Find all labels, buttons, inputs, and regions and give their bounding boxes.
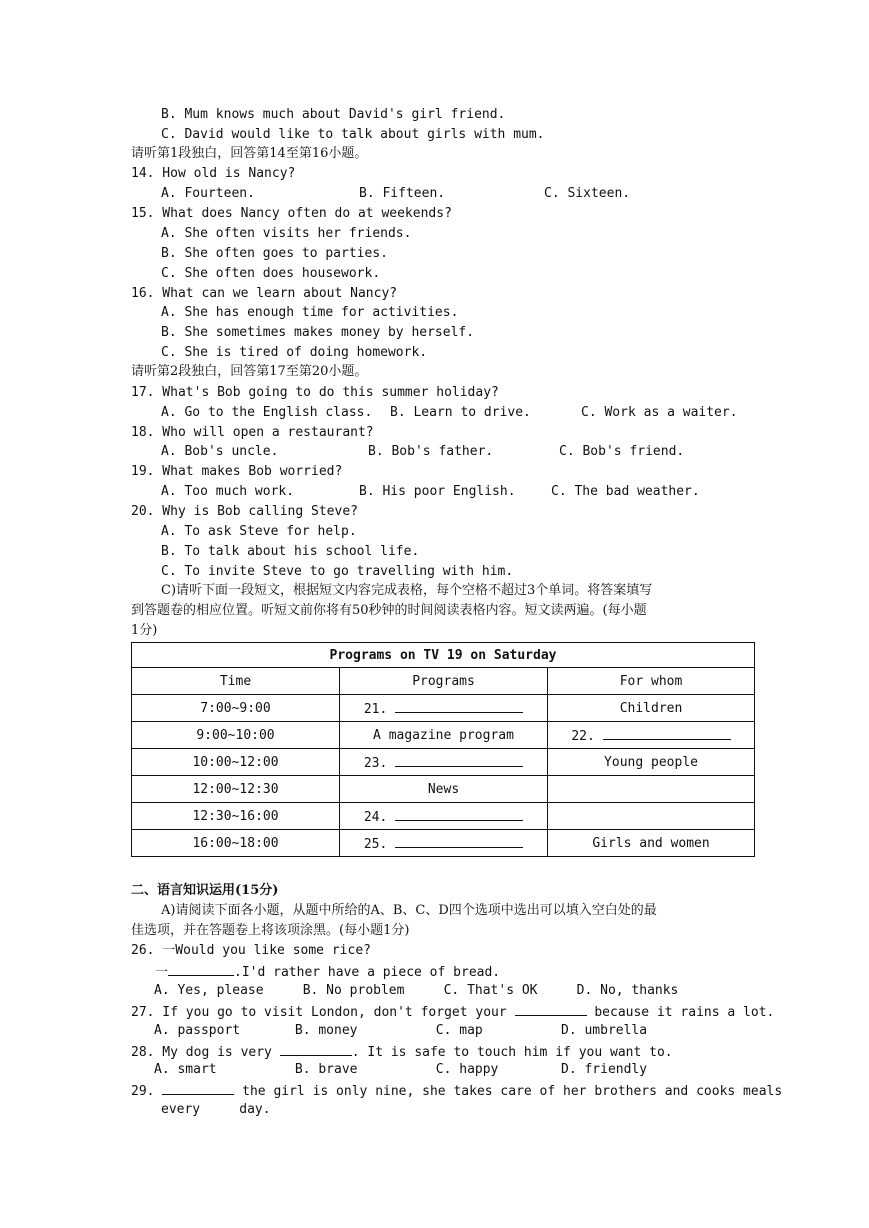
- section-instruction: 1分): [131, 623, 158, 638]
- option-b: B. Fifteen.: [359, 186, 446, 201]
- blank-number: 23.: [363, 755, 388, 771]
- answer-blank: [395, 835, 523, 848]
- section-instruction: A)请阅读下面各小题，从题中所给的A、B、C、D四个选项中选出可以填入空白处的最: [161, 903, 657, 918]
- dash-text: 一: [155, 965, 169, 980]
- answer-blank: [515, 1003, 587, 1016]
- blank-number: 22.: [571, 728, 595, 744]
- option-a: A. She has enough time for activities.: [161, 305, 459, 320]
- option-a: A. Go to the English class.: [161, 405, 373, 420]
- blank-number: 21.: [363, 701, 388, 717]
- answer-blank: [280, 1043, 352, 1056]
- column-header: Programs: [340, 668, 548, 695]
- question-29-continued: every day.: [161, 1102, 271, 1117]
- table-row: [132, 749, 755, 776]
- section-instruction: 到答题卷的相应位置。听短文前你将有50秒钟的时间阅读表格内容。短文读两遍。(每小题: [131, 603, 647, 618]
- column-header: Time: [132, 668, 340, 695]
- option-a: A. She often visits her friends.: [161, 226, 412, 241]
- whom-cell: [548, 722, 755, 749]
- table-row: [132, 803, 755, 830]
- question-18: 18. Who will open a restaurant?: [131, 425, 374, 440]
- section-heading: 二、语言知识运用(15分): [131, 883, 279, 898]
- table-title: Programs on TV 19 on Saturday: [132, 643, 755, 668]
- option-b: B. His poor English.: [359, 484, 516, 499]
- reply-text: .I'd rather have a piece of bread.: [234, 965, 501, 980]
- section-instruction: C)请听下面一段短文，根据短文内容完成表格，每个空格不超过3个单词。将答案填写: [161, 583, 653, 598]
- option-a: A. Bob's uncle.: [161, 444, 279, 459]
- question-29: [131, 1082, 782, 1100]
- table-row: [132, 776, 755, 803]
- time-cell: 12:30~16:00: [132, 803, 340, 830]
- time-cell: 16:00~18:00: [132, 830, 340, 857]
- question-27: [131, 1003, 774, 1021]
- option-c: C. She often does housework.: [161, 266, 381, 281]
- whom-cell: Children: [548, 695, 755, 722]
- column-header: For whom: [548, 668, 755, 695]
- option-a: A. Fourteen.: [161, 186, 255, 201]
- answer-blank: [603, 727, 731, 740]
- question-15: 15. What does Nancy often do at weekends?: [131, 206, 452, 221]
- option-a: A. Too much work.: [161, 484, 295, 499]
- option-c: C. Work as a waiter.: [581, 405, 738, 420]
- answer-blank: [168, 963, 234, 976]
- question-text: 28. My dog is very: [131, 1045, 280, 1060]
- blank-number: 24.: [363, 809, 388, 825]
- program-cell: News: [340, 776, 548, 803]
- table-row: [132, 830, 755, 857]
- question-27-options: A. passport B. money C. map D. umbrella: [154, 1023, 648, 1038]
- option-b: B. She sometimes makes money by herself.: [161, 325, 475, 340]
- program-cell: [340, 803, 548, 830]
- section-instruction: 请听第1段独白，回答第14至第16小题。: [131, 146, 368, 161]
- question-14: 14. How old is Nancy?: [131, 166, 296, 181]
- table-title-row: [132, 643, 755, 668]
- option-b: B. Bob's father.: [368, 444, 494, 459]
- whom-cell: Girls and women: [548, 830, 755, 857]
- whom-cell: Young people: [548, 749, 755, 776]
- program-cell: [340, 830, 548, 857]
- option-c: C. She is tired of doing homework.: [161, 345, 428, 360]
- program-table: [131, 642, 755, 857]
- question-text: 27. If you go to visit London, don't forget your: [131, 1005, 515, 1020]
- option-b: B. Learn to drive.: [390, 405, 531, 420]
- option-c: C. To invite Steve to go travelling with him.: [161, 564, 514, 579]
- option-text: C. David would like to talk about girls with mum.: [161, 127, 545, 142]
- program-cell: [340, 749, 548, 776]
- question-28: [131, 1043, 673, 1061]
- question-text: 29.: [131, 1084, 163, 1099]
- question-text: because it rains a lot.: [586, 1005, 775, 1020]
- question-26-reply: [155, 963, 500, 981]
- question-26-options: A. Yes, please B. No problem C. That's OK D. No, thanks: [154, 983, 679, 998]
- time-cell: 7:00~9:00: [132, 695, 340, 722]
- whom-cell: [548, 803, 755, 830]
- question-19: 19. What makes Bob worried?: [131, 464, 343, 479]
- whom-cell: [548, 776, 755, 803]
- answer-blank: [162, 1082, 234, 1095]
- answer-blank: [395, 754, 523, 767]
- table-row: [132, 722, 755, 749]
- answer-blank: [395, 700, 523, 713]
- table-header-row: [132, 668, 755, 695]
- question-text: . It is safe to touch him if you want to.: [351, 1045, 673, 1060]
- blank-number: 25.: [363, 836, 388, 852]
- program-cell: A magazine program: [340, 722, 548, 749]
- section-instruction: 请听第2段独白，回答第17至第20小题。: [131, 364, 368, 379]
- option-b: B. She often goes to parties.: [161, 246, 388, 261]
- option-c: C. The bad weather.: [551, 484, 700, 499]
- question-16: 16. What can we learn about Nancy?: [131, 286, 398, 301]
- table-row: [132, 695, 755, 722]
- section-instruction: 佳选项，并在答题卷上将该项涂黑。(每小题1分): [131, 923, 410, 938]
- time-cell: 10:00~12:00: [132, 749, 340, 776]
- time-cell: 9:00~10:00: [132, 722, 340, 749]
- question-text: the girl is only nine, she takes care of her brothers and cooks meals: [234, 1084, 783, 1099]
- time-cell: 12:00~12:30: [132, 776, 340, 803]
- answer-blank: [395, 808, 523, 821]
- question-26: 26. 一Would you like some rice?: [131, 943, 371, 958]
- program-cell: [340, 695, 548, 722]
- question-17: 17. What's Bob going to do this summer holiday?: [131, 385, 499, 400]
- option-c: C. Sixteen.: [544, 186, 631, 201]
- option-c: C. Bob's friend.: [559, 444, 685, 459]
- option-b: B. To talk about his school life.: [161, 544, 420, 559]
- question-28-options: A. smart B. brave C. happy D. friendly: [154, 1062, 648, 1077]
- option-text: B. Mum knows much about David's girl friend.: [161, 107, 506, 122]
- option-a: A. To ask Steve for help.: [161, 524, 357, 539]
- question-20: 20. Why is Bob calling Steve?: [131, 504, 358, 519]
